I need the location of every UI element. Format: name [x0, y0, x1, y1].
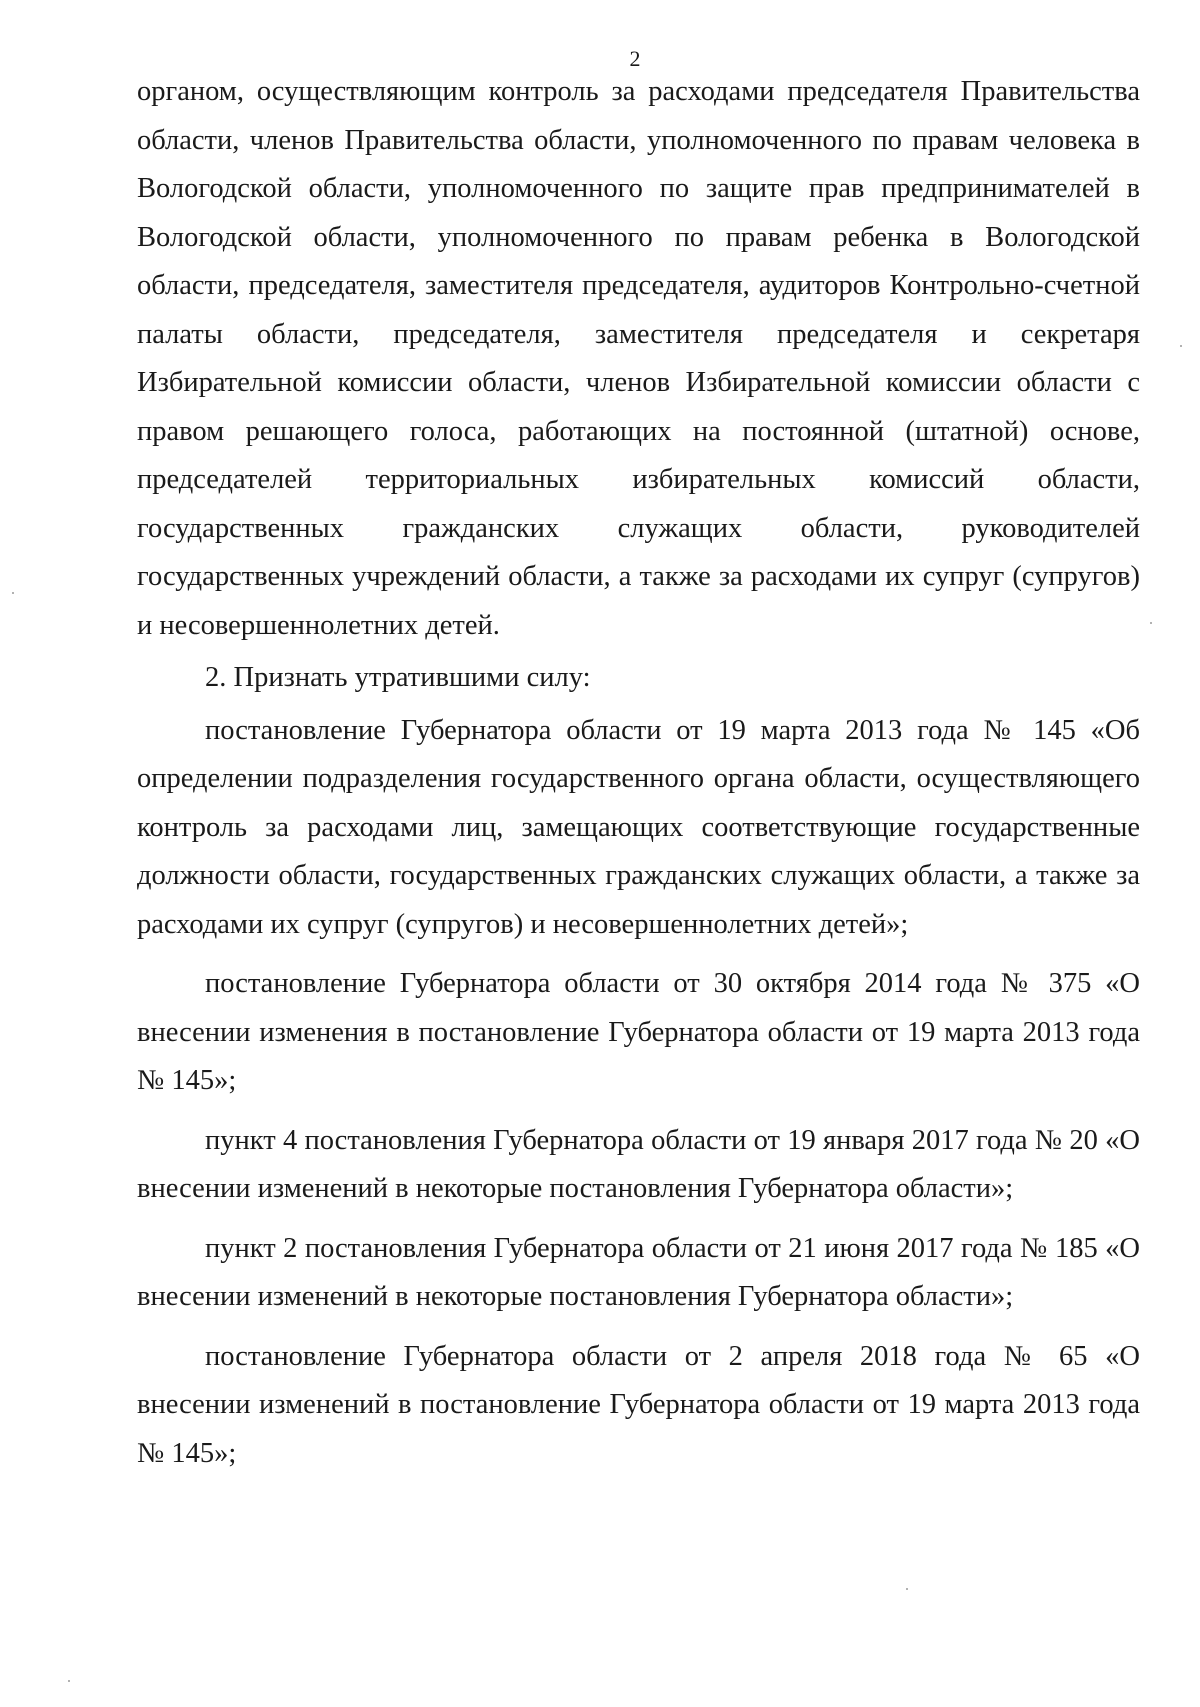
scan-speck [1180, 345, 1182, 347]
scan-speck [1150, 622, 1152, 624]
page-number: 2 [629, 46, 641, 71]
paragraph-repealed-act-4: пункт 2 постановления Губернатора области от 21 июня 2017 года № 185 «О внесении изменений в некоторые постановления Губернатора области»; [137, 1232, 1140, 1312]
paragraph-repealed-act-2: постановление Губернатора области от 30 октября 2014 года № 375 «О внесении изменения в постановление Губернатора области от 19 марта 2013 года № 145»; [137, 968, 1140, 1096]
scan-speck [68, 1680, 70, 1682]
paragraph-item-2-heading: 2. Признать утратившими силу: [205, 662, 591, 693]
document-body [137, 68, 1140, 1478]
paragraph-continuation: органом, осуществляющим контроль за расходами председателя Правительства области, членов Правительства области, уполномоченного по правам человека в Вологодской области, уполномоченного по защите прав предпринимателей в Вологодской области, уполномоченного по правам ребенка в Вологодской области, председателя, заместителя председателя, аудиторов Контрольно-счетной палаты области, председателя, заместителя председателя и секретаря Избирательной комиссии области, членов Избирательной комиссии области с правом решающего голоса, работающих на постоянной (штатной) основе, председателей территориальных избирательных комиссий области, государственных гражданских служащих области, руководителей государственных учреждений области, а также за расходами их супруг (супругов) и несовершеннолетних детей. [137, 76, 1140, 641]
scan-speck [12, 592, 14, 594]
paragraph-repealed-act-1: постановление Губернатора области от 19 марта 2013 года № 145 «Об определении подразделения государственного органа области, осуществляющего контроль за расходами лиц, замещающих соответствующие государственные должности области, государственных гражданских служащих области, а также за расходами их супруг (супругов) и несовершеннолетних детей»; [137, 714, 1140, 940]
paragraph-repealed-act-3: пункт 4 постановления Губернатора области от 19 января 2017 года № 20 «О внесении изменений в некоторые постановления Губернатора области»; [137, 1124, 1140, 1204]
scan-speck [906, 1588, 908, 1590]
paragraph-repealed-act-5: постановление Губернатора области от 2 апреля 2018 года № 65 «О внесении изменений в постановление Губернатора области от 19 марта 2013 года № 145»; [137, 1340, 1140, 1469]
